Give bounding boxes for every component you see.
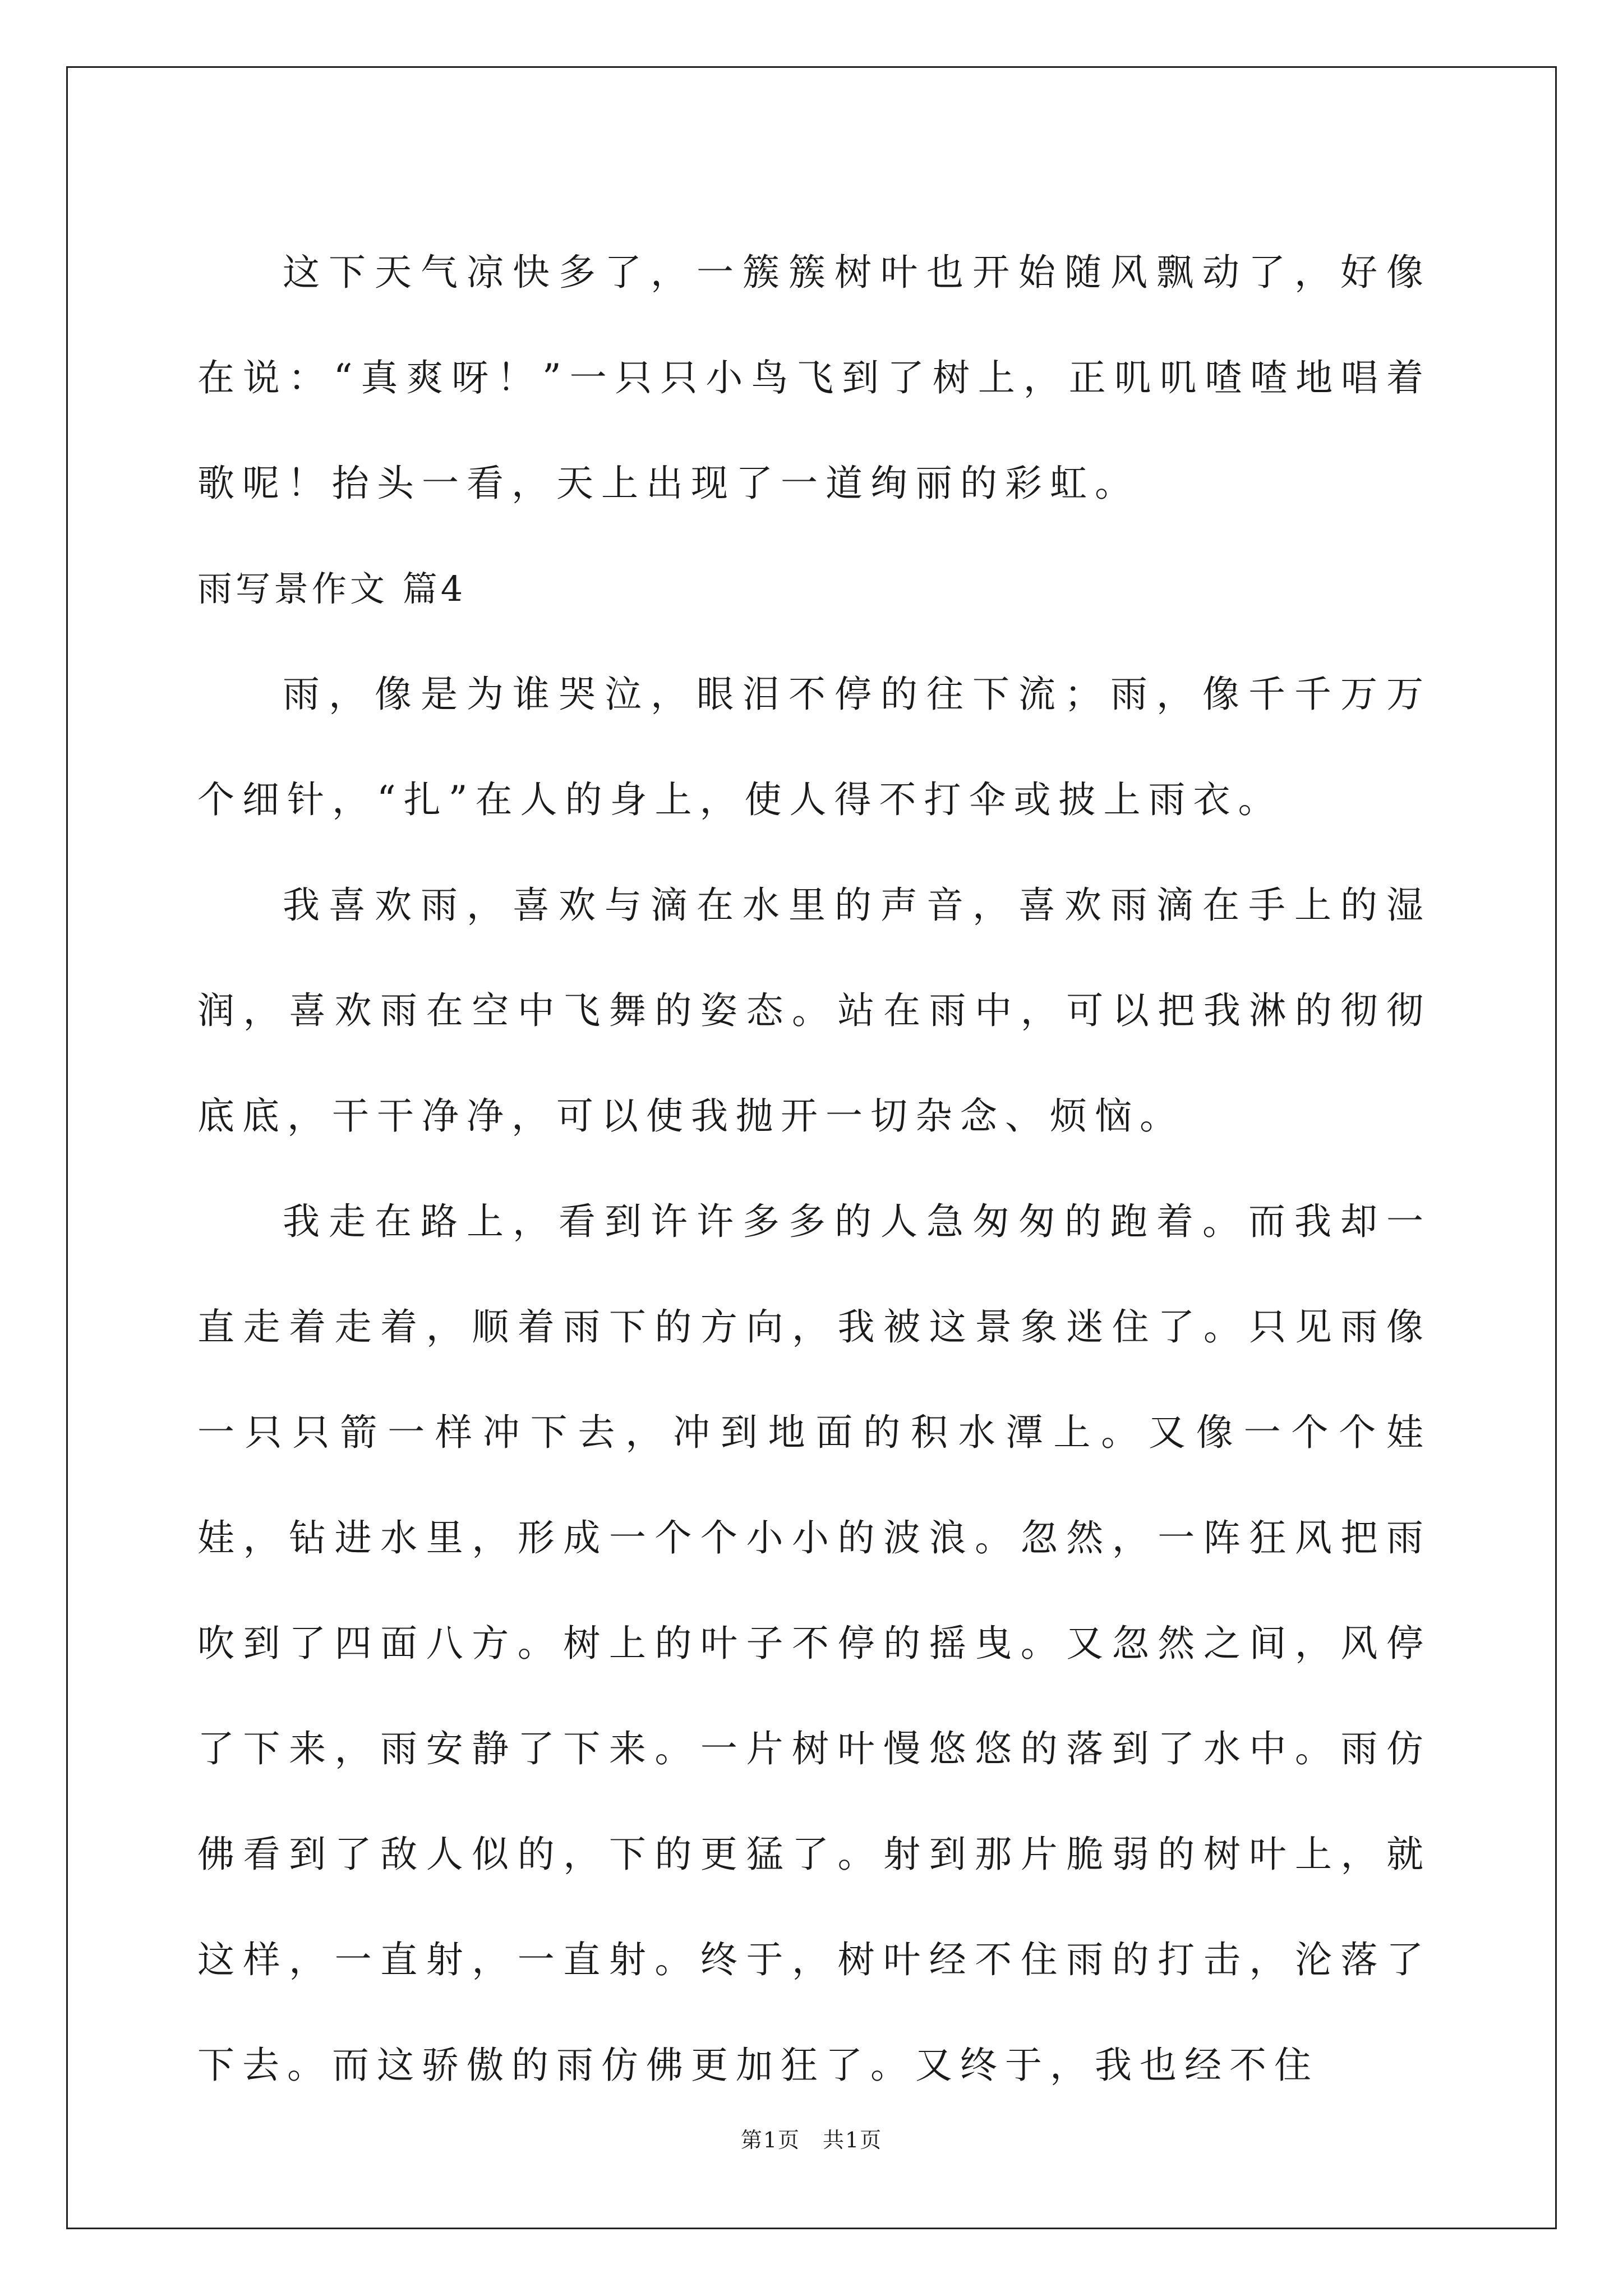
paragraph: 这下天气凉快多了，一簇簇树叶也开始随风飘动了，好像在说：“真爽呀！”一只只小鸟飞到了树上，正叽叽喳喳地唱着歌呢！抬头一看，天上出现了一道绚丽的彩虹。 [197,251,1431,505]
document-body [197,220,1431,2118]
page-footer: 第1页 共1页 [740,2128,883,2152]
paragraph: 我走在路上，看到许许多多的人急匆匆的跑着。而我却一直走着走着，顺着雨下的方向，我被这景象迷住了。只见雨像一只只箭一样冲下去，冲到地面的积水潭上。又像一个个娃娃，钻进水里，形成一个个小小的波浪。忽然，一阵狂风把雨吹到了四面八方。树上的叶子不停的摇曳。又忽然之间，风停了下来，雨安静了下来。一片树叶慢悠悠的落到了水中。雨仿佛看到了敌人似的，下的更猛了。射到那片脆弱的树叶上，就这样，一直射，一直射。终于，树叶经不住雨的打击，沦落了下去。而这骄傲的雨仿佛更加狂了。又终于，我也经不住 [197,1200,1431,2087]
section-heading: 雨写景作文 篇4 [197,568,467,609]
paragraph: 我喜欢雨，喜欢与滴在水里的声音，喜欢雨滴在手上的湿润，喜欢雨在空中飞舞的姿态。站在雨中，可以把我淋的彻彻底底，干干净净，可以使我抛开一切杂念、烦恼。 [197,884,1431,1138]
paragraph: 雨，像是为谁哭泣，眼泪不停的往下流；雨，像千千万万个细针，“扎”在人的身上，使人得不打伞或披上雨衣。 [197,673,1431,821]
